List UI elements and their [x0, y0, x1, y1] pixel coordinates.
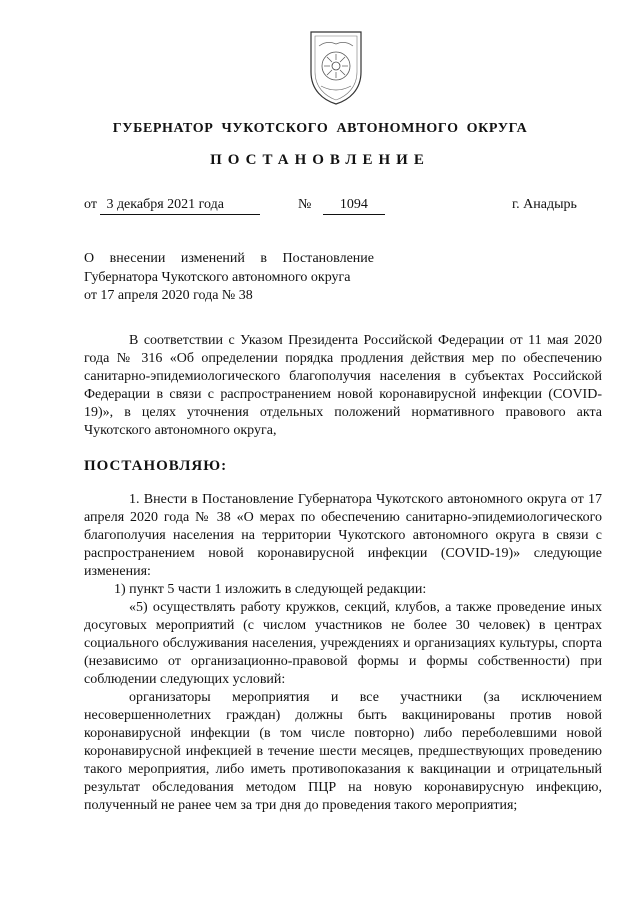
document-date — [84, 196, 260, 215]
document-city: г. Анадырь — [512, 197, 577, 212]
decree-body — [84, 491, 602, 815]
document-type-title: ПОСТАНОВЛЕНИЕ — [210, 152, 430, 168]
number-label: № — [298, 197, 312, 212]
preamble — [84, 332, 602, 440]
resolve-heading: ПОСТАНОВЛЯЮ: — [84, 458, 228, 474]
paragraph-2: 1) пункт 5 части 1 изложить в следующей редакции: — [114, 582, 427, 597]
preamble-text: В соответствии с Указом Президента Российской Федерации от 11 мая 2020 года № 316 «Об определении порядка продления действия мер по обеспечению санитарно-эпидемиологического благополучия населения в субъектах Российской Федерации в связи с распространением новой коронавирусной инфекции (COVID-19)», в целях уточнения отдельных положений нормативного правового акта Чукотского автономного округа, — [84, 333, 602, 438]
number-value: 1094 — [323, 196, 385, 215]
governor-title: ГУБЕРНАТОР ЧУКОТСКОГО АВТОНОМНОГО ОКРУГА — [112, 121, 528, 136]
chukotka-coat-of-arms-icon — [305, 28, 367, 106]
subject-line-3: от 17 апреля 2020 года № 38 — [84, 288, 253, 303]
date-label: от — [84, 197, 97, 212]
date-value: 3 декабря 2021 года — [100, 196, 260, 215]
document-number — [298, 196, 385, 215]
subject-line-2: Губернатора Чукотского автономного округа — [84, 269, 351, 285]
paragraph-4: организаторы мероприятия и все участники (за исключением несовершеннолетних граждан) должны быть вакцинированы против новой коронавирусной инфекции (в том числе повторно) либо переболевшими новой коронавирусной инфекцией в течение шести месяцев, предшествующих проведению такого мероприятия, либо иметь противопоказания к вакцинации и отрицательный результат обследования методом ПЦР на новую коронавирусную инфекцию, полученный не ранее чем за три дня до проведения такого мероприятия; — [84, 690, 602, 813]
paragraph-3: «5) осуществлять работу кружков, секций, клубов, а также проведение иных досуговых мероприятий (с числом участников не более 30 человек) в центрах социального обслуживания населения, учреждениях и организациях культуры, спорта (независимо от организационно-правовой формы и формы собственности) при соблюдении следующих условий: — [84, 600, 602, 687]
subject-line-1: О внесении изменений в Постановление — [84, 251, 374, 266]
document-subject — [84, 250, 374, 306]
paragraph-1: 1. Внести в Постановление Губернатора Чукотского автономного округа от 17 апреля 2020 года № 38 «О мерах по обеспечению санитарно-эпидемиологического благополучия населения на территории Чукотского автономного округа в связи с распространением новой коронавирусной инфекции (COVID-19)» следующие изменения: — [84, 492, 602, 579]
